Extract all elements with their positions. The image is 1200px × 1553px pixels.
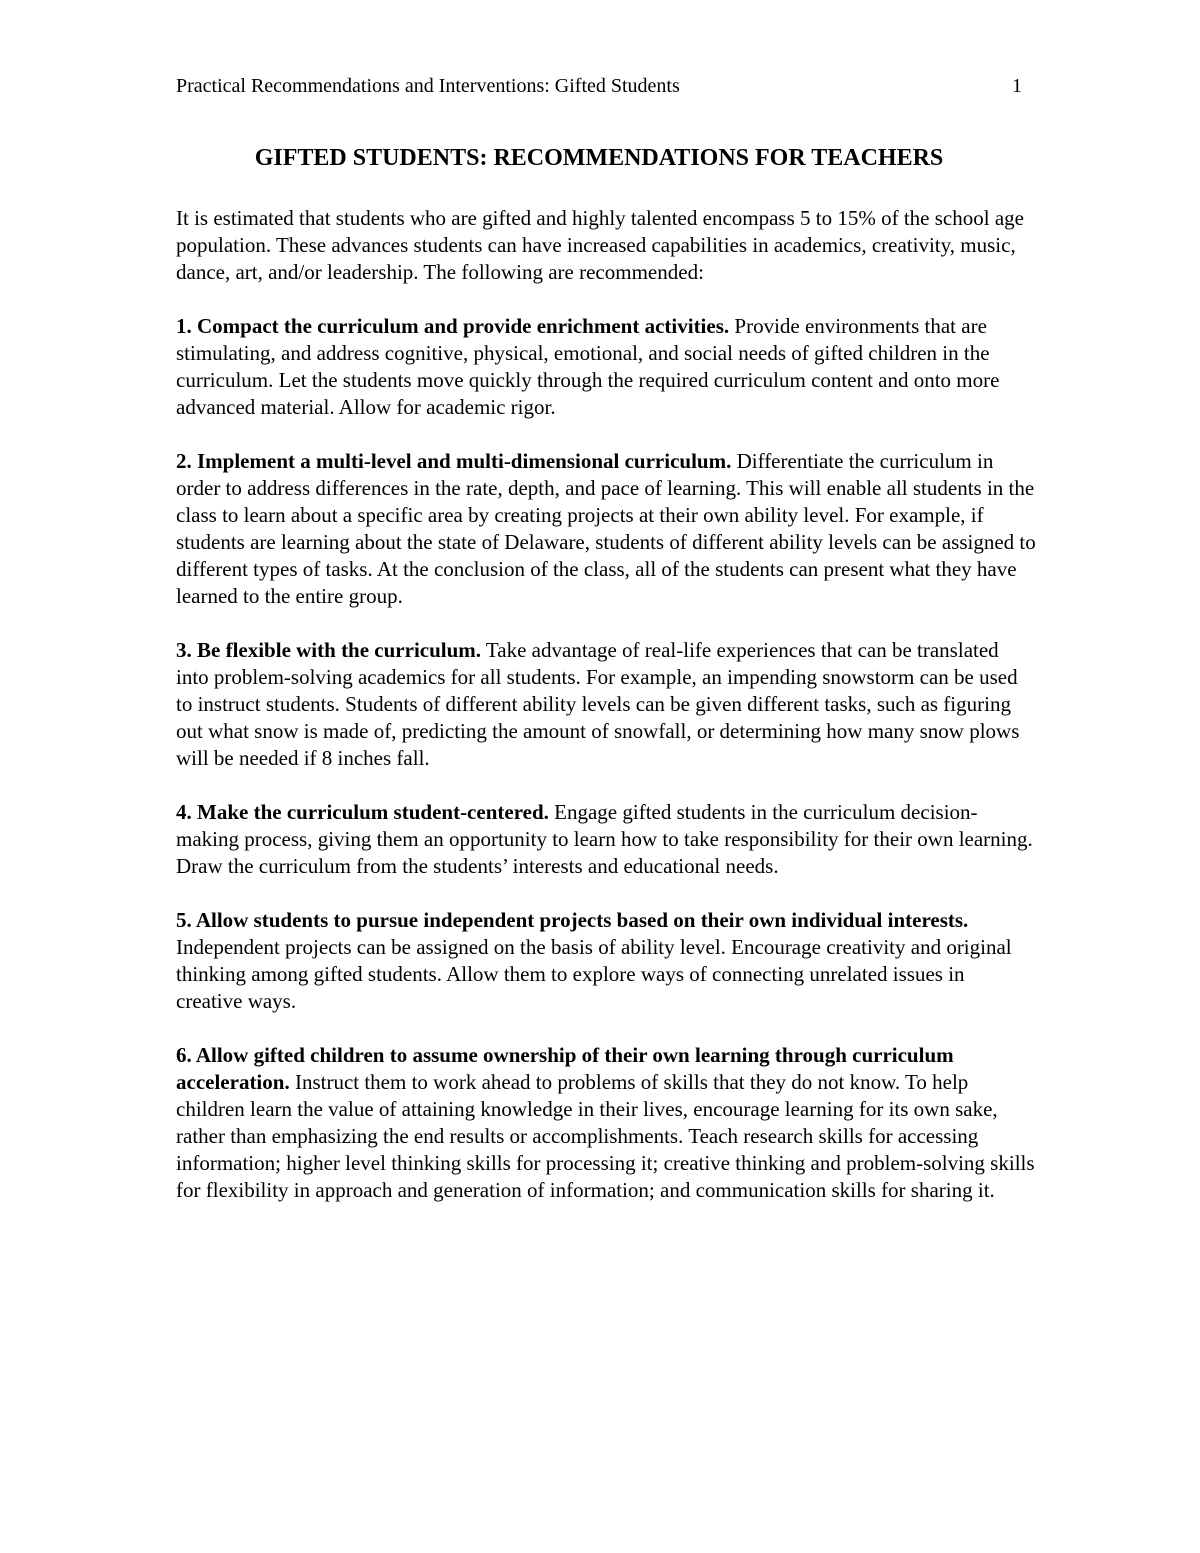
recommendation-body: Instruct them to work ahead to problems of skills that they do not know. To help children learn the value of attaining knowledge in their lives, encourage learning for its own sake, rather than emphasizing the end results or accomplishments. Teach research skills for accessing information; higher level thinking skills for processing it; creative thinking and problem-solving skills for flexibility in approach and generation of information; and communication skills for sharing it. bbox=[176, 1070, 1035, 1202]
document-title: GIFTED STUDENTS: RECOMMENDATIONS FOR TEACHERS bbox=[254, 145, 944, 171]
recommendation-paragraph bbox=[176, 799, 1036, 880]
recommendation-body: Differentiate the curriculum in order to address differences in the rate, depth, and pace of learning. This will enable all students in the class to learn about a specific area by creating projects at their own ability level. For example, if students are learning about the state of Delaware, students of different ability levels can be assigned to different types of tasks. At the conclusion of the class, all of the students can present what they have learned to the entire group. bbox=[176, 449, 1036, 608]
recommendation-body: Provide environments that are stimulating, and address cognitive, physical, emotional, and social needs of gifted children in the curriculum. Let the students move quickly through the required curriculum content and onto more advanced material. Allow for academic rigor. bbox=[176, 314, 1000, 419]
header-title: Practical Recommendations and Interventions: Gifted Students bbox=[176, 75, 680, 97]
page-number: 1 bbox=[1012, 75, 1022, 97]
recommendation-paragraph bbox=[176, 313, 1036, 421]
recommendation-body: Take advantage of real-life experiences that can be translated into problem-solving academics for all students. For example, an impending snowstorm can be used to instruct students. Students of different ability levels can be given different tasks, such as figuring out what snow is made of, predicting the amount of snowfall, or determining how many snow plows will be needed if 8 inches fall. bbox=[176, 638, 1020, 770]
recommendation-paragraph bbox=[176, 637, 1036, 772]
recommendation-heading: 2. Implement a multi-level and multi-dimensional curriculum. bbox=[176, 449, 732, 473]
recommendation-paragraph bbox=[176, 1042, 1036, 1204]
recommendation-paragraph bbox=[176, 907, 1036, 1015]
recommendation-paragraph bbox=[176, 448, 1036, 610]
recommendation-heading: 5. Allow students to pursue independent projects based on their own individual interests. bbox=[176, 908, 969, 932]
recommendation-body: Engage gifted students in the curriculum decision-making process, giving them an opportunity to learn how to take responsibility for their own learning. Draw the curriculum from the students’ interests and educational needs. bbox=[176, 800, 1033, 878]
intro-paragraph: It is estimated that students who are gifted and highly talented encompass 5 to 15% of the school age population. These advances students can have increased capabilities in academics, creativity, music, dance, art, and/or leadership. The following are recommended: bbox=[176, 206, 1024, 284]
document-body bbox=[176, 205, 1036, 1204]
recommendation-heading: 6. Allow gifted children to assume ownership of their own learning through curriculum acceleration. bbox=[176, 1043, 954, 1094]
recommendation-body: Independent projects can be assigned on the basis of ability level. Encourage creativity and original thinking among gifted students. Allow them to explore ways of connecting unrelated issues in creative ways. bbox=[176, 935, 1012, 1013]
recommendation-heading: 3. Be flexible with the curriculum. bbox=[176, 638, 482, 662]
recommendation-heading: 4. Make the curriculum student-centered. bbox=[176, 800, 549, 824]
recommendation-heading: 1. Compact the curriculum and provide enrichment activities. bbox=[176, 314, 730, 338]
running-header bbox=[176, 72, 1022, 100]
